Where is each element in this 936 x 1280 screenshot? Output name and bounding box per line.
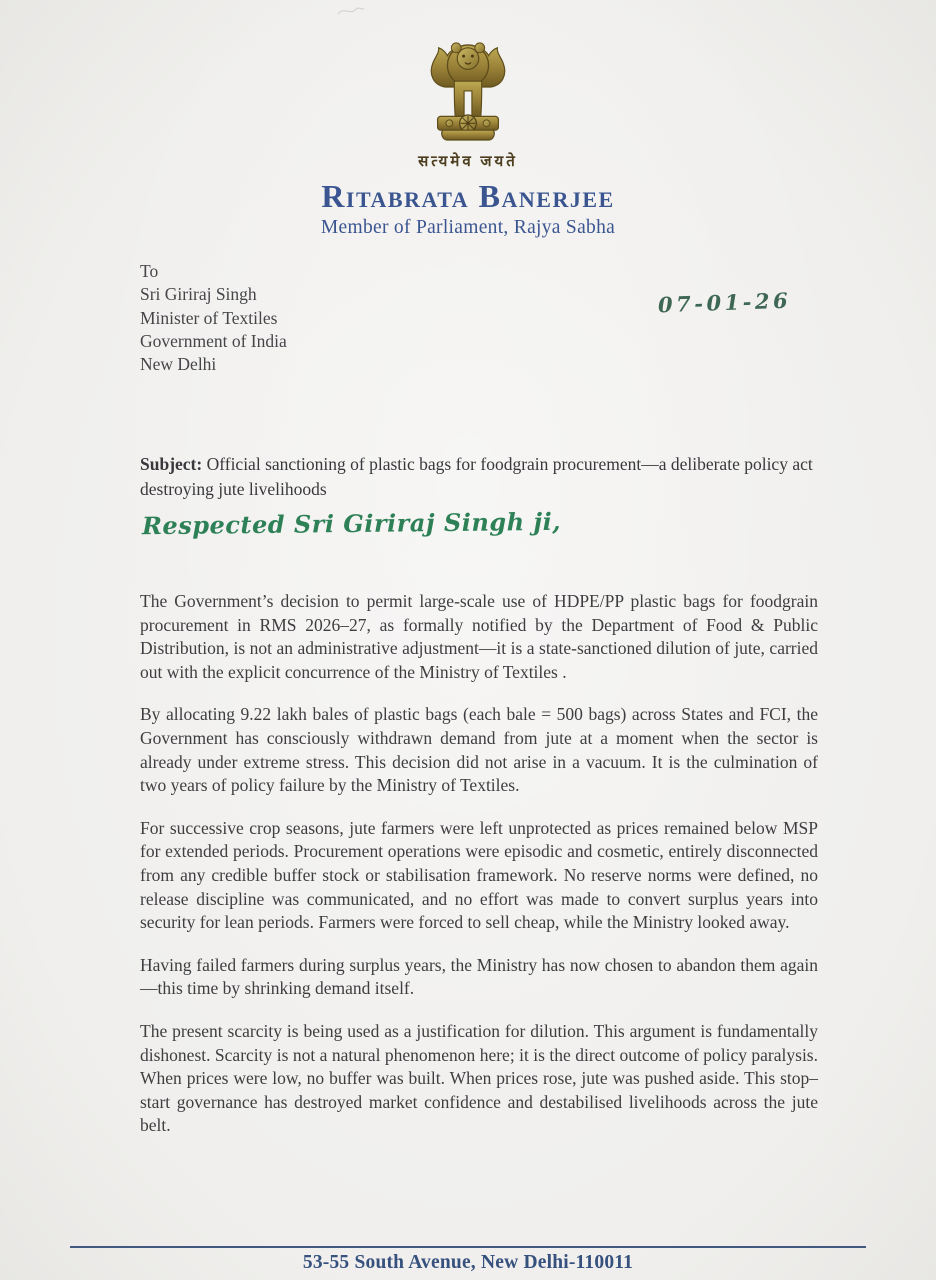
recipient-line-government: Government of India [140, 330, 287, 351]
handwritten-date: 07-01-26 [657, 287, 792, 318]
body-paragraph: For successive crop seasons, jute farmers were left unprotected as prices remained below MSP for extended periods. Procurement operations were episodic and cosmetic, entirely disconnected from any credible buffer stock or stabilisation framework. No reserve norms were defined, no release discipline was communicated, and no effort was made to convert surplus years into security for lean periods. Farmers were forced to sell cheap, while the Ministry looked away. [140, 817, 818, 933]
footer-address: 53-55 South Avenue, New Delhi-110011 [302, 1252, 634, 1273]
body-paragraph: The present scarcity is being used as a justification for dilution. This argument is fundamentally dishonest. Scarcity is not a natural phenomenon here; it is the direct outcome of policy paralysis. When prices were low, no buffer was built. When prices rose, jute was pushed aside. This stop–start governance has destroyed market confidence and destabilised livelihoods across the jute belt. [140, 1020, 818, 1136]
letterhead-title: Member of Parliament, Rajya Sabha [320, 216, 616, 238]
subject-line [140, 452, 822, 501]
recipient-line-to: To [140, 261, 159, 281]
recipient-line-name: Sri Giriraj Singh [140, 284, 257, 305]
body-paragraph: The Government’s decision to permit large-scale use of HDPE/PP plastic bags for foodgrain procurement in RMS 2026–27, as formally notified by the Department of Food & Public Distribution, is not an administrative adjustment—it is a state-sanctioned dilution of jute, carried out with the explicit concurrence of the Ministry of Textiles . [140, 591, 818, 682]
emblem-motto: सत्यमेव जयते [418, 154, 518, 170]
handwritten-salutation: Respected Sri Giriraj Singh ji, [141, 506, 562, 541]
subject-label: Subject: [140, 454, 203, 474]
scan-squiggle-artifact [336, 4, 366, 18]
body-paragraph: By allocating 9.22 lakh bales of plastic bags (each bale = 500 bags) across States and FCI, the Government has consciously withdrawn demand from jute at a moment when the sector is already under extreme stress. This decision did not arise in a vacuum. It is the culmination of two years of policy failure by the Ministry of Textiles. [140, 704, 818, 796]
subject-text: Official sanctioning of plastic bags for foodgrain procurement—a deliberate policy act destroying jute livelihoods [140, 454, 813, 499]
letterhead [0, 30, 936, 239]
letterhead-name: Ritabrata Banerjee [321, 178, 615, 214]
letter-body [140, 590, 818, 1157]
recipient-line-city: New Delhi [140, 354, 217, 375]
body-paragraph: Having failed farmers during surplus years, the Ministry has now chosen to abandon them again—this time by shrinking demand itself. [140, 954, 818, 999]
footer-divider [70, 1246, 866, 1248]
recipient-line-designation: Minister of Textiles [140, 307, 278, 328]
recipient-address-block [140, 260, 287, 376]
national-emblem-icon [419, 30, 517, 146]
